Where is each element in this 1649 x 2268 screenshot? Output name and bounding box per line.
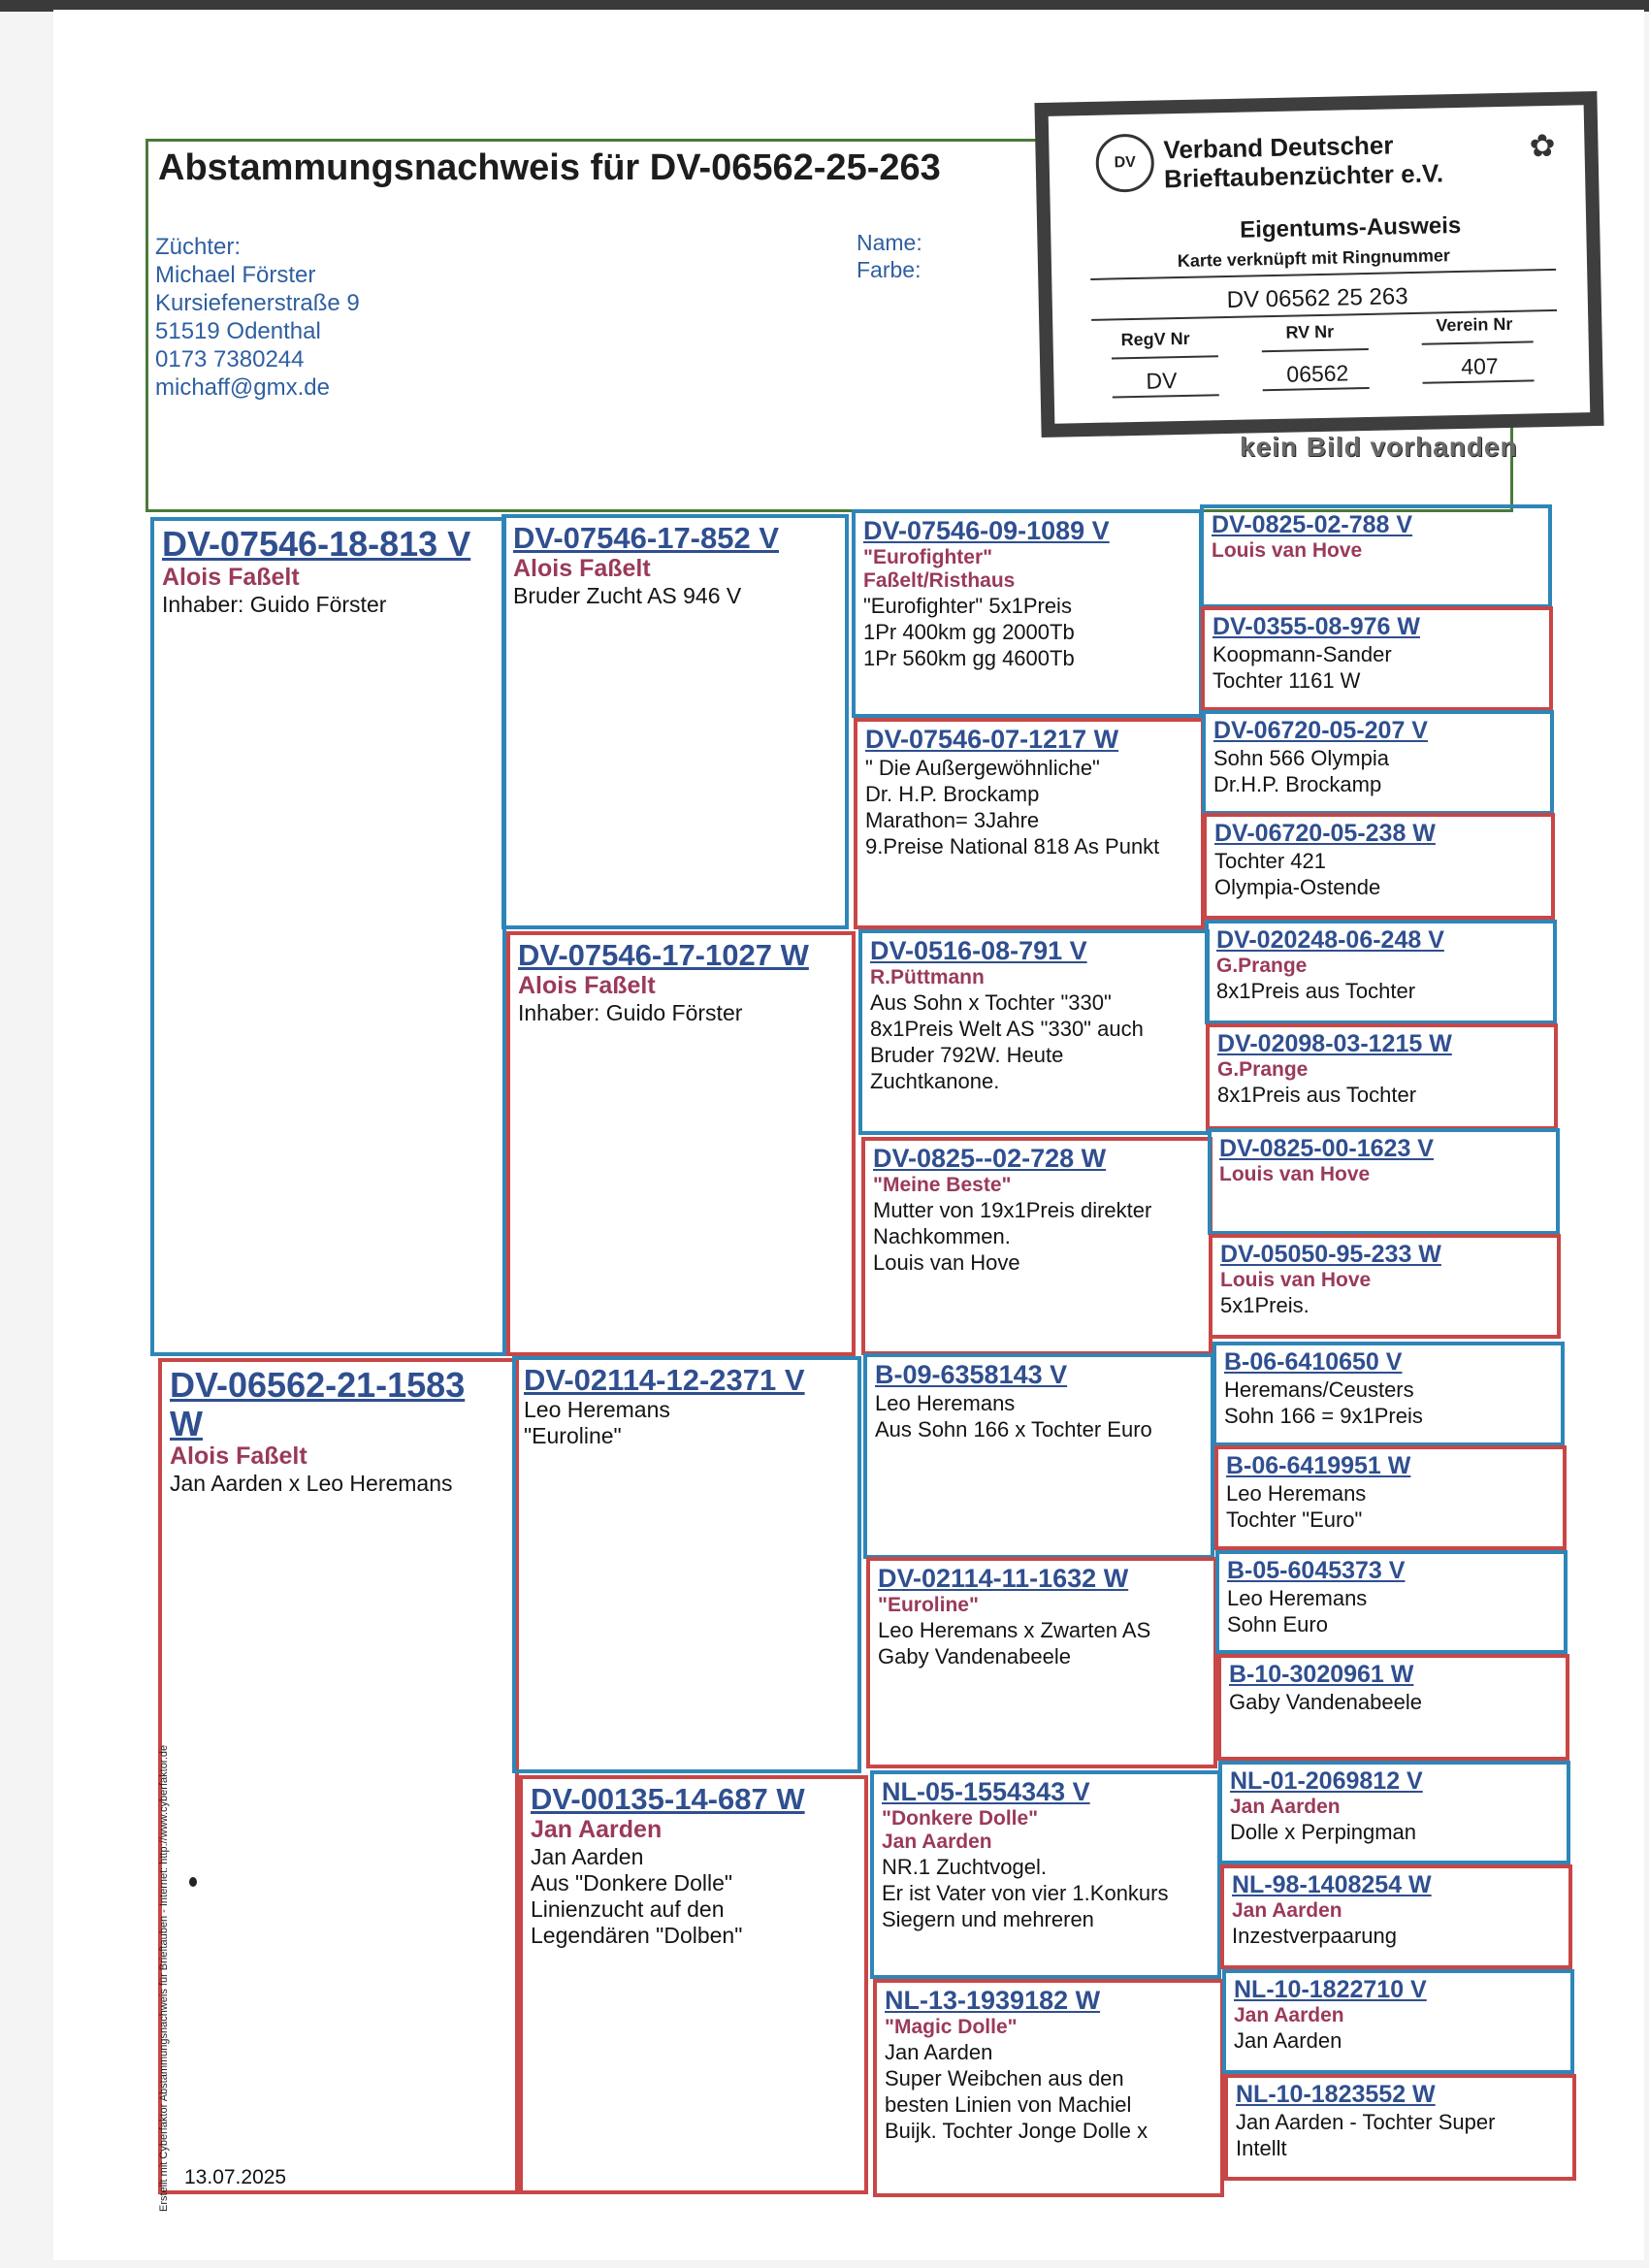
pedigree-breeder: R.Püttmann (870, 965, 985, 988)
pedigree-ring: NL-98-1408254 W (1232, 1871, 1432, 1898)
pedigree-note: Heremans/Ceusters Sohn 166 = 9x1Preis (1224, 1377, 1423, 1428)
pedigree-ring: B-09-6358143 V (875, 1360, 1068, 1389)
card-rv-label: RV Nr (1285, 321, 1335, 342)
pedigree-note: Jan Aarden - Tochter Super Intellt (1236, 2109, 1496, 2160)
dv-logo-icon: DV (1095, 134, 1154, 193)
g4-box-4 (1203, 813, 1555, 920)
dam-sire-box (512, 1356, 861, 1773)
pedigree-note: Jan Aarden (1234, 2027, 1342, 2053)
pedigree-breeder: "Magic Dolle" (885, 2015, 1018, 2038)
pedigree-note: Sohn 566 Olympia Dr.H.P. Brockamp (1213, 745, 1389, 796)
card-rv-value: 06562 (1286, 360, 1349, 387)
pedigree-breeder: "Euroline" (878, 1593, 979, 1616)
pedigree-ring: DV-02114-11-1632 W (878, 1564, 1129, 1593)
card-organization (1163, 129, 1443, 193)
g3-box-4 (861, 1137, 1212, 1355)
ownership-card-body (1049, 105, 1591, 423)
g4-box-10 (1214, 1445, 1567, 1550)
breeder-email: michaff@gmx.de (155, 374, 330, 401)
pedigree-breeder: G.Prange (1216, 954, 1308, 977)
pedigree-ring: DV-02098-03-1215 W (1217, 1030, 1452, 1057)
card-rule-7 (1263, 387, 1370, 391)
pedigree-note: 5x1Preis. (1220, 1292, 1310, 1317)
g4-box-12 (1217, 1654, 1569, 1761)
pedigree-breeder: Jan Aarden (1230, 1795, 1341, 1818)
g4-box-6 (1206, 1023, 1558, 1130)
pedigree-ring: DV-00135-14-687 W (531, 1782, 805, 1816)
g4-box-15 (1222, 1969, 1574, 2074)
g3-box-7 (870, 1770, 1221, 1979)
pedigree-breeder: Louis van Hove (1220, 1268, 1372, 1291)
pedigree-note: Jan Aarden x Leo Heremans (170, 1471, 453, 1497)
card-rule-5 (1422, 340, 1534, 344)
g4-box-8 (1209, 1234, 1561, 1339)
pedigree-ring: DV-06720-05-238 W (1214, 820, 1436, 847)
card-rule-8 (1423, 379, 1535, 383)
card-regv-value: DV (1146, 368, 1178, 394)
card-title: Eigentums-Ausweis (1239, 211, 1462, 243)
breeder-label: Züchter: (155, 234, 242, 260)
card-org-line1: Verband Deutscher (1163, 130, 1394, 165)
pedigree-breeder: Jan Aarden (531, 1816, 663, 1844)
pedigree-breeder: Alois Faßelt (513, 555, 651, 583)
g4-box-13 (1218, 1761, 1570, 1864)
pedigree-note: Jan Aarden Super Weibchen aus den besten Linien von Machiel Buijk. Tochter Jonge Dolle x (885, 2039, 1148, 2143)
card-regv-label: RegV Nr (1120, 328, 1190, 350)
pedigree-ring: DV-07546-17-852 V (513, 521, 780, 555)
pedigree-note: "Eurofighter" 5x1Preis 1Pr 400km gg 2000Tb 1Pr 560km gg 4600Tb (863, 593, 1075, 670)
pedigree-ring: DV-06562-21-1583 W (170, 1365, 466, 1443)
card-verein-value: 407 (1460, 353, 1499, 379)
g4-box-16 (1224, 2074, 1576, 2181)
card-rule-1 (1090, 269, 1556, 280)
g4-box-1 (1200, 504, 1552, 608)
pedigree-ring: B-06-6419951 W (1226, 1452, 1411, 1479)
pedigree-ring: NL-01-2069812 V (1230, 1767, 1423, 1795)
g3-box-8 (873, 1979, 1224, 2197)
g4-box-14 (1220, 1864, 1572, 1969)
pedigree-note: Inhaber: Guido Förster (162, 591, 387, 617)
pedigree-note: " Die Außergewöhnliche" Dr. H.P. Brockamp Marathon= 3Jahre 9.Preise National 818 As Punkt (865, 755, 1160, 859)
pedigree-ring: DV-0825--02-728 W (873, 1144, 1107, 1173)
g3-box-5 (863, 1353, 1214, 1559)
pedigree-note: Koopmann-Sander Tochter 1161 W (1212, 641, 1392, 693)
pedigree-ring: DV-07546-17-1027 W (518, 938, 809, 972)
breeder-street: Kursiefenerstraße 9 (155, 290, 360, 316)
pedigree-breeder: "Donkere Dolle" Jan Aarden (882, 1806, 1039, 1853)
sire-dam-box (506, 931, 856, 1356)
pedigree-note: Leo Heremans "Euroline" (524, 1397, 670, 1449)
pedigree-note: Jan Aarden Aus "Donkere Dolle" Linienzucht auf den Legendären "Dolben" (531, 1844, 743, 1949)
pedigree-ring: DV-05050-95-233 W (1220, 1241, 1441, 1268)
pedigree-breeder: "Meine Beste" (873, 1173, 1012, 1196)
sire-sire-box (501, 514, 849, 929)
pedigree-note: Leo Heremans Sohn Euro (1227, 1585, 1368, 1636)
g3-box-3 (858, 929, 1210, 1135)
pedigree-ring: DV-0516-08-791 V (870, 936, 1087, 965)
card-rule-6 (1113, 394, 1219, 398)
pedigree-breeder: Louis van Hove (1212, 538, 1363, 562)
pedigree-note: Aus Sohn x Tochter "330" 8x1Preis Welt AS "330" auch Bruder 792W. Heute Zuchtkanone. (870, 989, 1144, 1093)
g4-box-9 (1212, 1342, 1565, 1446)
g4-box-3 (1202, 710, 1554, 815)
mother-box (158, 1358, 519, 2194)
g3-box-6 (866, 1557, 1217, 1768)
g3-box-2 (854, 718, 1205, 929)
print-date: 13.07.2025 (184, 2166, 287, 2188)
name-label: Name: (857, 230, 922, 255)
pedigree-breeder: "Eurofighter" Faßelt/Risthaus (863, 545, 1016, 592)
pedigree-ring: DV-07546-18-813 V (162, 524, 471, 564)
generator-note: Erstellt mit Cyberfaktor Abstammungsnachweis für Brieftauben - Internet: http://www.cyberfaktor.de (158, 1744, 170, 2212)
pedigree-note: Leo Heremans Aus Sohn 166 x Tochter Euro (875, 1390, 1152, 1442)
g4-box-7 (1208, 1128, 1560, 1235)
pedigree-ring: DV-06720-05-207 V (1213, 717, 1428, 744)
card-subtitle: Karte verknüpft mit Ringnummer (1177, 245, 1451, 272)
breeder-city: 51519 Odenthal (155, 318, 321, 344)
pedigree-breeder: Alois Faßelt (518, 972, 656, 1000)
pedigree-breeder: Alois Faßelt (170, 1442, 307, 1471)
pedigree-note: NR.1 Zuchtvogel. Er ist Vater von vier 1.Konkurs Siegern und mehreren (882, 1854, 1169, 1931)
pedigree-note: Leo Heremans x Zwarten AS Gaby Vandenabeele (878, 1617, 1151, 1669)
breeder-phone: 0173 7380244 (155, 346, 305, 373)
pedigree-breeder: Alois Faßelt (162, 563, 300, 591)
pedigree-ring: NL-10-1823552 W (1236, 2081, 1436, 2108)
g4-box-11 (1215, 1550, 1568, 1654)
pedigree-breeder: Jan Aarden (1232, 1898, 1342, 1922)
card-rule-3 (1112, 355, 1218, 359)
ownership-card (1034, 91, 1603, 437)
pedigree-ring: DV-0355-08-976 W (1212, 613, 1421, 640)
pedigree-ring: DV-0825-02-788 V (1212, 511, 1413, 538)
pedigree-ring: NL-10-1822710 V (1234, 1976, 1427, 2003)
pedigree-note: Dolle x Perpingman (1230, 1819, 1416, 1844)
card-ring-number: DV 06562 25 263 (1226, 283, 1408, 313)
card-verein-label: Verein Nr (1436, 313, 1513, 336)
pedigree-note: Inhaber: Guido Förster (518, 1000, 743, 1026)
page-title: Abstammungsnachweis für DV-06562-25-263 (158, 147, 941, 188)
g4-box-5 (1205, 920, 1557, 1024)
pedigree-breeder: Jan Aarden (1234, 2003, 1344, 2026)
pedigree-ring: B-06-6410650 V (1224, 1348, 1403, 1376)
color-label: Farbe: (857, 257, 922, 282)
pigeon-icon: ✿ (1529, 127, 1556, 164)
scan-dot (189, 1877, 197, 1887)
pedigree-note: Gaby Vandenabeele (1229, 1689, 1422, 1714)
pedigree-note: Tochter 421 Olympia-Ostende (1214, 848, 1381, 899)
pedigree-ring: B-10-3020961 W (1229, 1661, 1414, 1688)
pedigree-ring: B-05-6045373 V (1227, 1557, 1406, 1584)
pedigree-note: 8x1Preis aus Tochter (1217, 1082, 1417, 1107)
g3-box-1 (852, 509, 1203, 718)
pedigree-ring: NL-05-1554343 V (882, 1777, 1090, 1806)
pedigree-breeder: G.Prange (1217, 1057, 1309, 1081)
card-rule-4 (1262, 348, 1369, 352)
no-image-label: kein Bild vorhanden (1240, 432, 1518, 462)
pedigree-ring: DV-020248-06-248 V (1216, 926, 1444, 954)
pedigree-ring: DV-07546-09-1089 V (863, 516, 1110, 545)
breeder-block (155, 233, 360, 402)
pedigree-ring: DV-02114-12-2371 V (524, 1363, 805, 1397)
pedigree-note: Leo Heremans Tochter "Euro" (1226, 1480, 1367, 1532)
card-org-line2: Brieftaubenzüchter e.V. (1163, 158, 1444, 194)
pedigree-note: Inzestverpaarung (1232, 1923, 1397, 1948)
pedigree-note: 8x1Preis aus Tochter (1216, 978, 1416, 1003)
dam-dam-box (519, 1775, 868, 2194)
pedigree-ring: DV-0825-00-1623 V (1219, 1135, 1434, 1162)
pedigree-note: Bruder Zucht AS 946 V (513, 583, 742, 609)
pedigree-note: Mutter von 19x1Preis direkter Nachkommen. Louis van Hove (873, 1197, 1152, 1275)
father-box (150, 517, 506, 1356)
breeder-name: Michael Förster (155, 262, 316, 288)
pedigree-breeder: Louis van Hove (1219, 1162, 1371, 1185)
pedigree-ring: NL-13-1939182 W (885, 1986, 1101, 2015)
g4-box-2 (1201, 606, 1553, 711)
pedigree-ring: DV-07546-07-1217 W (865, 725, 1119, 754)
